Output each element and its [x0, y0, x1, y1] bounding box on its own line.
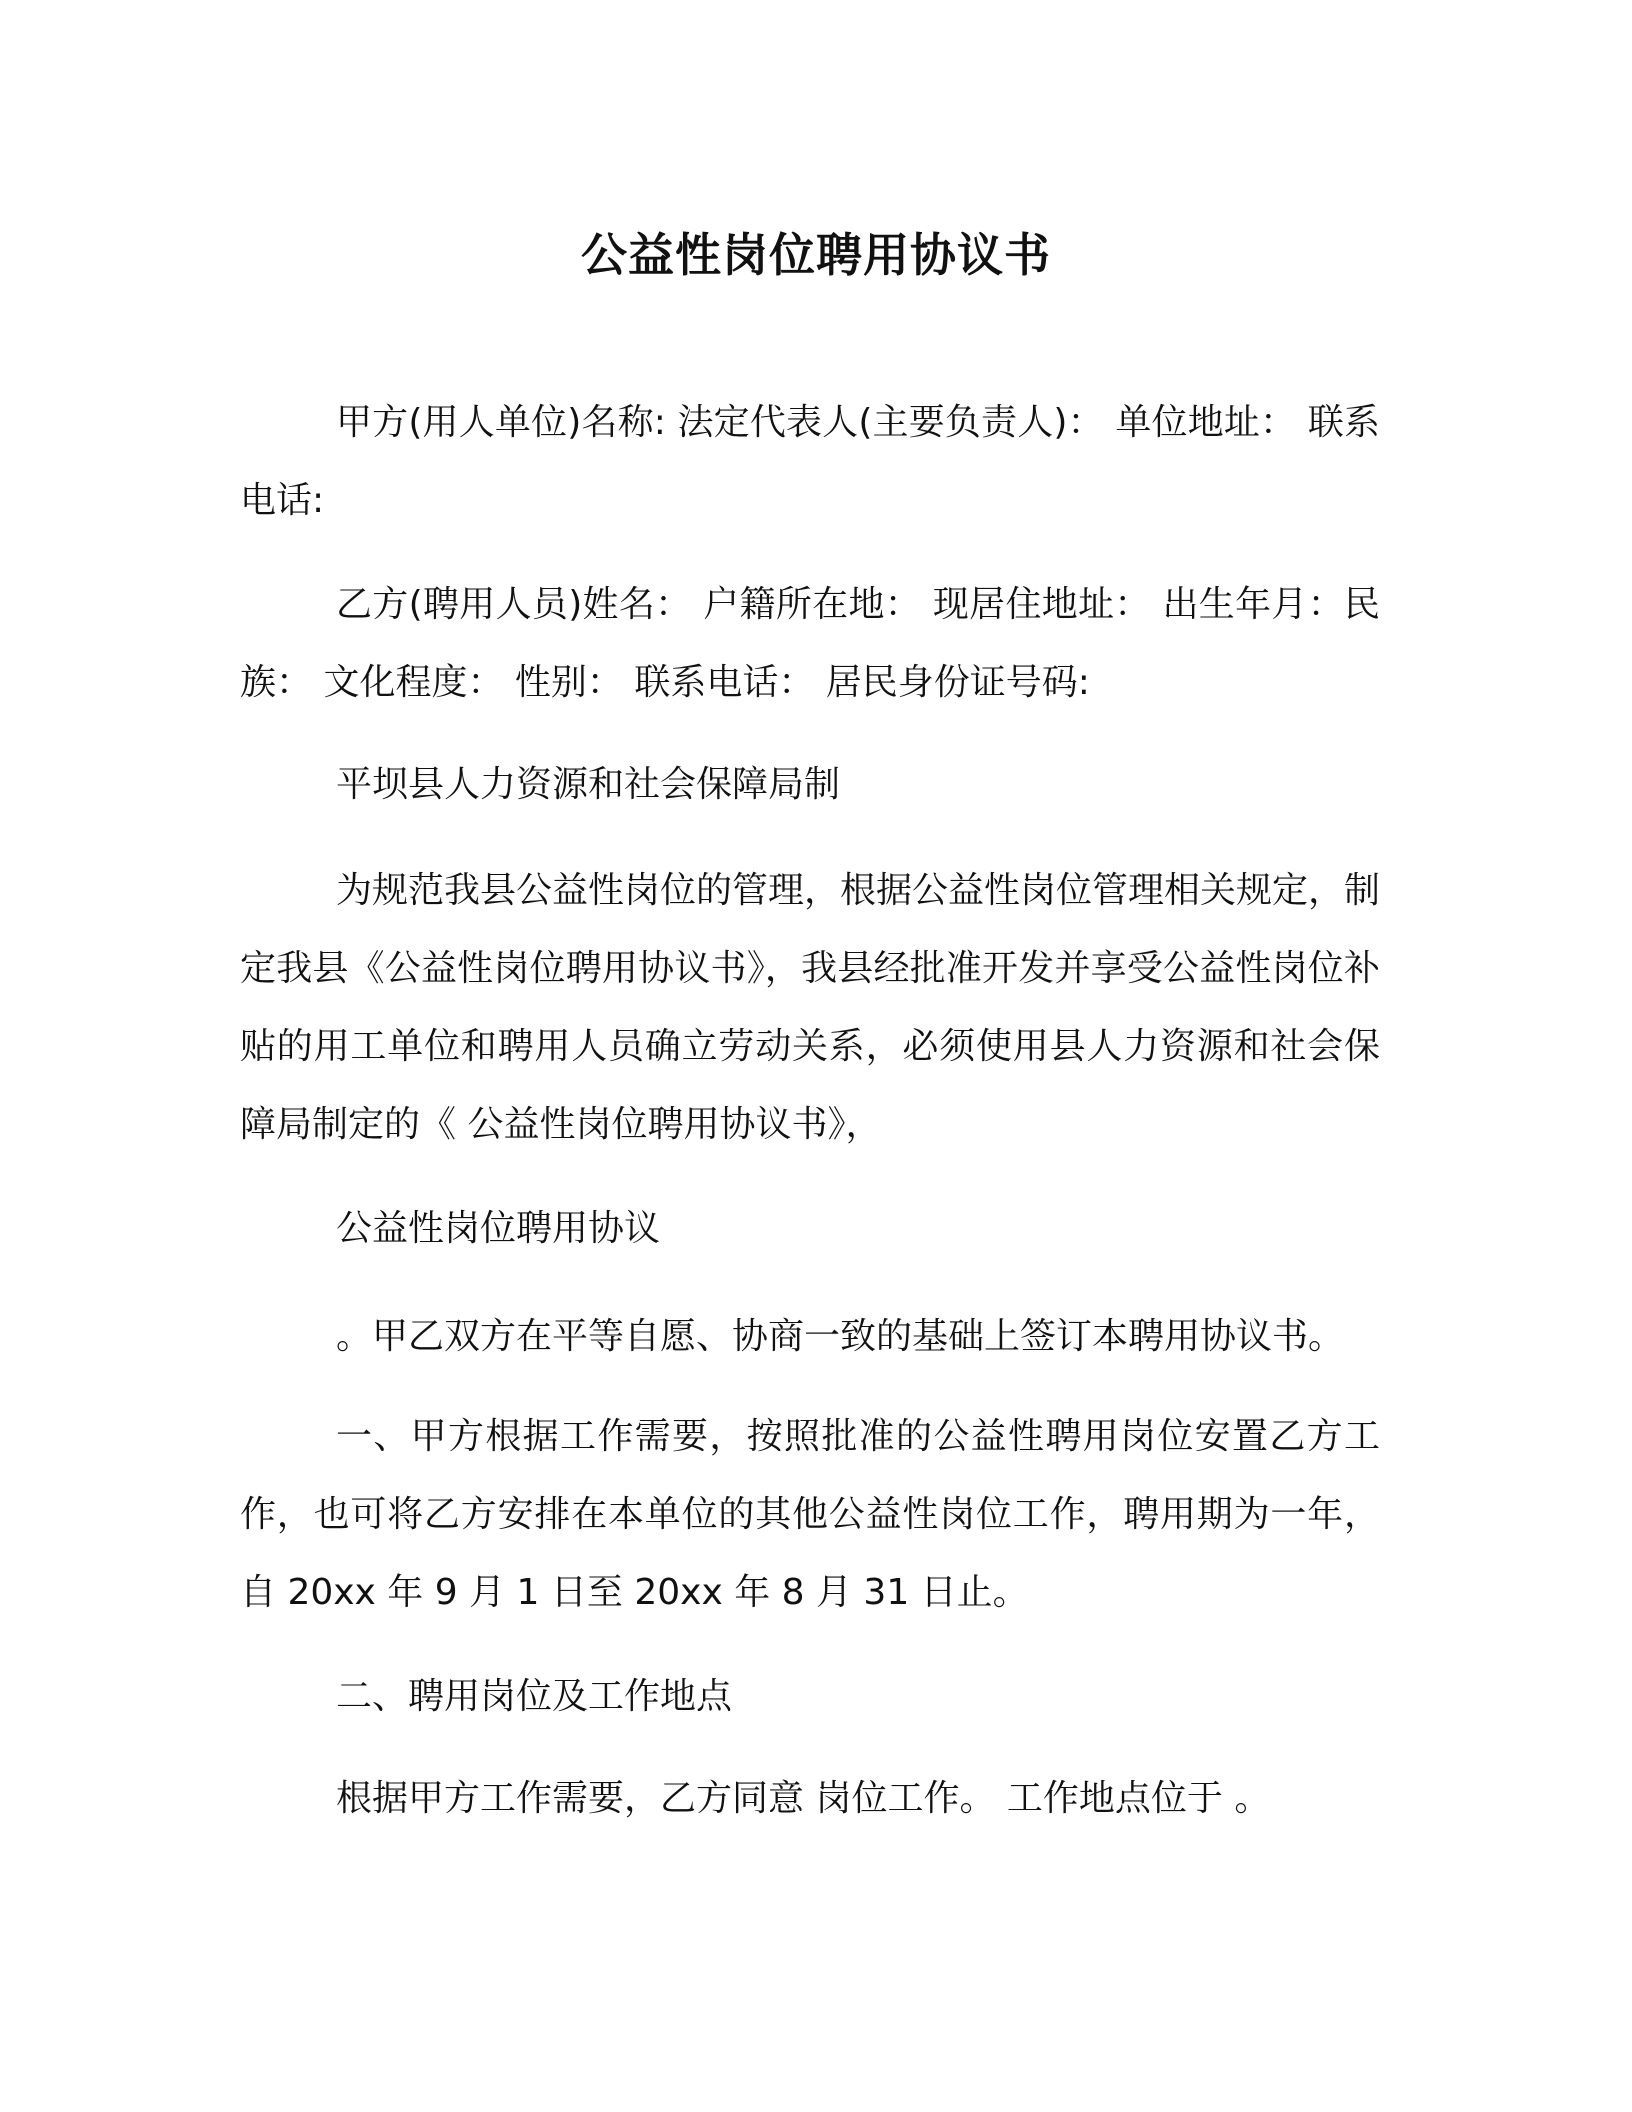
- intro-paragraph: 。甲乙双方在平等自愿、协商一致的基础上签订本聘用协议书。: [336, 1316, 1345, 1357]
- agreement-subtitle: 公益性岗位聘用协议: [336, 1208, 661, 1249]
- party-a-paragraph: 甲方(用人单位)名称: 法定代表人(主要负责人)： 单位地址： 联系电话:: [240, 402, 1380, 521]
- document-title: 公益性岗位聘用协议书: [581, 228, 1051, 282]
- clause-1-paragraph: 一、甲方根据工作需要，按照批准的公益性聘用岗位安置乙方工作，也可将乙方安排在本单位的其他公益性岗位工作，聘用期为一年，自 20xx 年 9 月 1 日至 20xx 年 8 月 31 日止。: [240, 1416, 1380, 1613]
- party-b-paragraph: 乙方(聘用人员)姓名： 户籍所在地： 现居住地址： 出生年月：民族： 文化程度： 性别： 联系电话： 居民身份证号码:: [240, 584, 1380, 703]
- clause-2-paragraph: 根据甲方工作需要，乙方同意 岗位工作。 工作地点位于 。: [336, 1778, 1271, 1819]
- preface-paragraph: 为规范我县公益性岗位的管理，根据公益性岗位管理相关规定，制定我县《公益性岗位聘用协议书》，我县经批准开发并享受公益性岗位补贴的用工单位和聘用人员确立劳动关系，必须使用县人力资源和社会保障局制定的《 公益性岗位聘用协议书》，: [240, 870, 1381, 1145]
- issuer-paragraph: 平坝县人力资源和社会保障局制: [336, 764, 841, 805]
- clause-2-heading: 二、聘用岗位及工作地点: [336, 1676, 733, 1717]
